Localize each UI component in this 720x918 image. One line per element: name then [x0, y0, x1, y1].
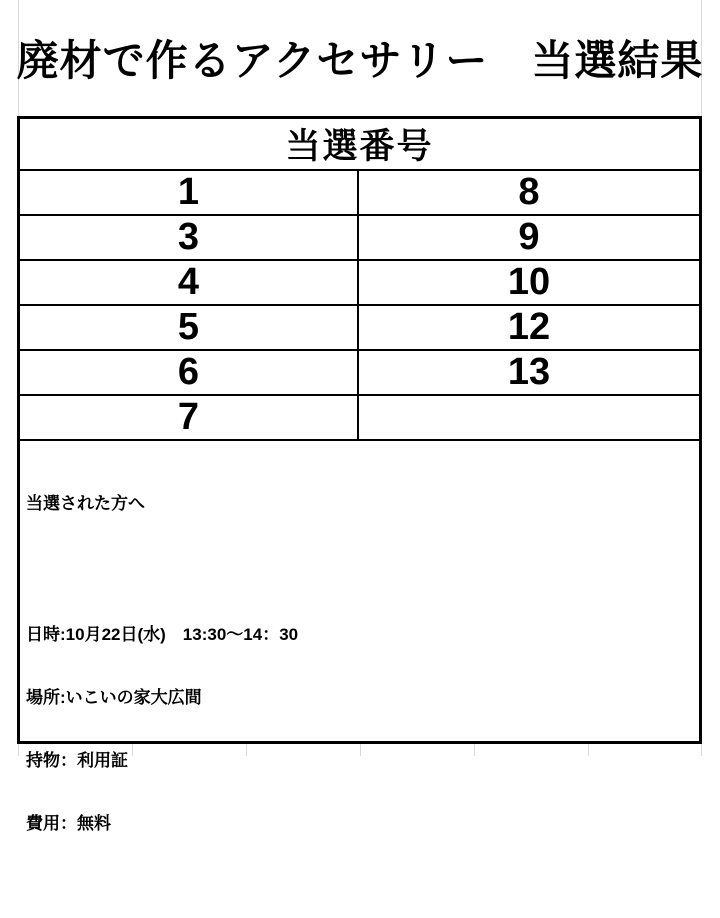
winner-number-cell: [359, 396, 699, 439]
sheet-gridline-bottom: [246, 744, 247, 756]
winner-number-cell: 4: [20, 261, 359, 304]
table-row: [20, 261, 699, 306]
notes-heading: 当選された方へ: [26, 494, 145, 513]
notes-lines: [26, 582, 691, 876]
winner-number-cell: 9: [518, 216, 540, 258]
table-row: [20, 351, 699, 396]
note-line-fee: 費用：無料: [26, 814, 111, 833]
winner-number-cell: 12: [507, 306, 551, 348]
sheet-gridline-bottom: [132, 744, 133, 756]
winner-number-cell: 10: [507, 261, 551, 303]
note-line-datetime: 日時:10月22日(水) 13:30～14：30: [26, 625, 299, 644]
winner-number-cell: 1: [20, 171, 359, 214]
table-header-cell: 当選番号: [20, 119, 699, 171]
note-line-items: 持物：利用証: [26, 751, 128, 770]
winner-number-cell: 8: [518, 171, 540, 213]
sheet-gridline-bottom: [360, 744, 361, 756]
table-row: [20, 216, 699, 261]
sheet-gridline-bottom: [701, 744, 702, 756]
table-row: [20, 171, 699, 216]
page-title: 廃材で作るアクセサリー 当選結果: [16, 37, 704, 84]
sheet-gridline-bottom: [18, 744, 19, 756]
table-row: [20, 396, 699, 441]
sheet-gridline-bottom: [474, 744, 475, 756]
winner-number-cell: 5: [20, 306, 359, 349]
winners-table: [17, 116, 702, 833]
winner-number-cell: 7: [20, 396, 359, 439]
winner-number-cell: 3: [20, 216, 359, 259]
table-row: [20, 306, 699, 351]
winner-number-cell: 6: [20, 351, 359, 394]
notes-cell: [20, 441, 699, 918]
sheet-gridline-bottom: [588, 744, 589, 756]
winner-number-cell: 13: [507, 351, 551, 393]
note-line-location: 場所:いこいの家大広間: [26, 688, 202, 707]
